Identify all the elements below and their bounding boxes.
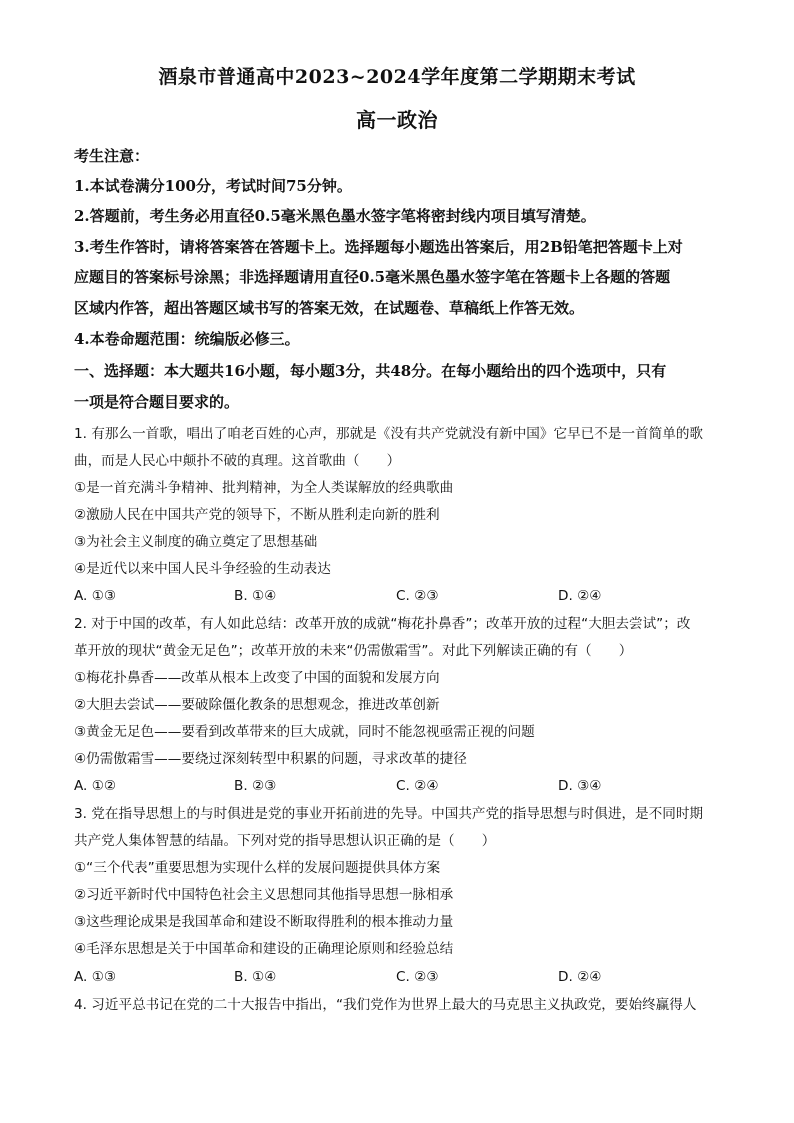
option-a[interactable]: A. ①③ [74, 969, 117, 985]
notice-item: 1.本试卷满分100分，考试时间75分钟。 [74, 177, 352, 195]
question-1-stem: 1. 有那么一首歌，唱出了咱老百姓的心声，那就是《没有共产党就没有新中国》它早已不是一首简单的歌 [74, 426, 704, 442]
question-1-stem: 曲，而是人民心中颠扑不破的真理。这首歌曲（ ） [74, 453, 401, 469]
option-c[interactable]: C. ②③ [396, 588, 439, 604]
notice-item: 3.考生作答时，请将答案答在答题卡上。选择题每小题选出答案后，用2B铅笔把答题卡上对 [74, 238, 683, 256]
question-3-statement: ②习近平新时代中国特色社会主义思想同其他指导思想一脉相承 [74, 887, 454, 903]
question-3-statement: ①“三个代表”重要思想为实现什么样的发展问题提供具体方案 [74, 860, 441, 876]
section-heading: 一、选择题：本大题共16小题，每小题3分，共48分。在每小题给出的四个选项中，只有 [74, 362, 667, 380]
option-a[interactable]: A. ①③ [74, 588, 117, 604]
option-a[interactable]: A. ①② [74, 778, 117, 794]
option-d[interactable]: D. ③④ [558, 778, 602, 794]
question-1-statement: ③为社会主义制度的确立奠定了思想基础 [74, 534, 318, 550]
notice-item: 应题目的答案标号涂黑；非选择题请用直径0.5毫米黑色墨水签字笔在答题卡上各题的答题 [74, 268, 671, 286]
option-c[interactable]: C. ②③ [396, 969, 439, 985]
question-3-stem: 共产党人集体智慧的结晶。下列对党的指导思想认识正确的是（ ） [74, 833, 496, 849]
notice-item: 2.答题前，考生务必用直径0.5毫米黑色墨水签字笔将密封线内项目填写清楚。 [74, 207, 596, 225]
question-2-statement: ④仍需傲霜雪——要绕过深刻转型中积累的问题，寻求改革的捷径 [74, 751, 467, 767]
question-3-statement: ③这些理论成果是我国革命和建设不断取得胜利的根本推动力量 [74, 914, 454, 930]
option-d[interactable]: D. ②④ [558, 969, 602, 985]
question-2-options [74, 776, 724, 796]
question-2-statement: ②大胆去尝试——要破除僵化教条的思想观念，推进改革创新 [74, 697, 440, 713]
notice-item: 4.本卷命题范围：统编版必修三。 [74, 330, 300, 348]
question-2-stem: 2. 对于中国的改革，有人如此总结：改革开放的成就“梅花扑鼻香”；改革开放的过程“大胆去尝试”；改 [74, 616, 691, 632]
section-heading: 一项是符合题目要求的。 [74, 393, 240, 411]
question-1-options [74, 586, 724, 606]
question-1-statement: ④是近代以来中国人民斗争经验的生动表达 [74, 561, 331, 577]
question-3-stem: 3. 党在指导思想上的与时俱进是党的事业开拓前进的先导。中国共产党的指导思想与时俱进，是不同时期 [74, 806, 704, 822]
question-1-statement: ①是一首充满斗争精神、批判精神，为全人类谋解放的经典歌曲 [74, 480, 454, 496]
notice-item: 区域内作答，超出答题区域书写的答案无效，在试题卷、草稿纸上作答无效。 [74, 299, 585, 317]
exam-title: 酒泉市普通高中2023~2024学年度第二学期期末考试 [158, 66, 636, 88]
question-3-options [74, 967, 724, 987]
question-4-stem: 4. 习近平总书记在党的二十大报告中指出，“我们党作为世界上最大的马克思主义执政党，要始终赢得人 [74, 997, 697, 1013]
option-b[interactable]: B. ①④ [234, 588, 277, 604]
question-3-statement: ④毛泽东思想是关于中国革命和建设的正确理论原则和经验总结 [74, 941, 454, 957]
option-b[interactable]: B. ①④ [234, 969, 277, 985]
exam-subject: 高一政治 [356, 108, 438, 132]
option-c[interactable]: C. ②④ [396, 778, 439, 794]
option-d[interactable]: D. ②④ [558, 588, 602, 604]
question-2-statement: ①梅花扑鼻香——改革从根本上改变了中国的面貌和发展方向 [74, 670, 440, 686]
notice-heading: 考生注意： [74, 147, 150, 165]
option-b[interactable]: B. ②③ [234, 778, 277, 794]
question-2-statement: ③黄金无足色——要看到改革带来的巨大成就，同时不能忽视亟需正视的问题 [74, 724, 535, 740]
question-2-stem: 革开放的现状“黄金无足色”；改革开放的未来“仍需傲霜雪”。对此下列解读正确的有（ ） [74, 643, 633, 659]
question-1-statement: ②激励人民在中国共产党的领导下，不断从胜利走向新的胜利 [74, 507, 440, 523]
